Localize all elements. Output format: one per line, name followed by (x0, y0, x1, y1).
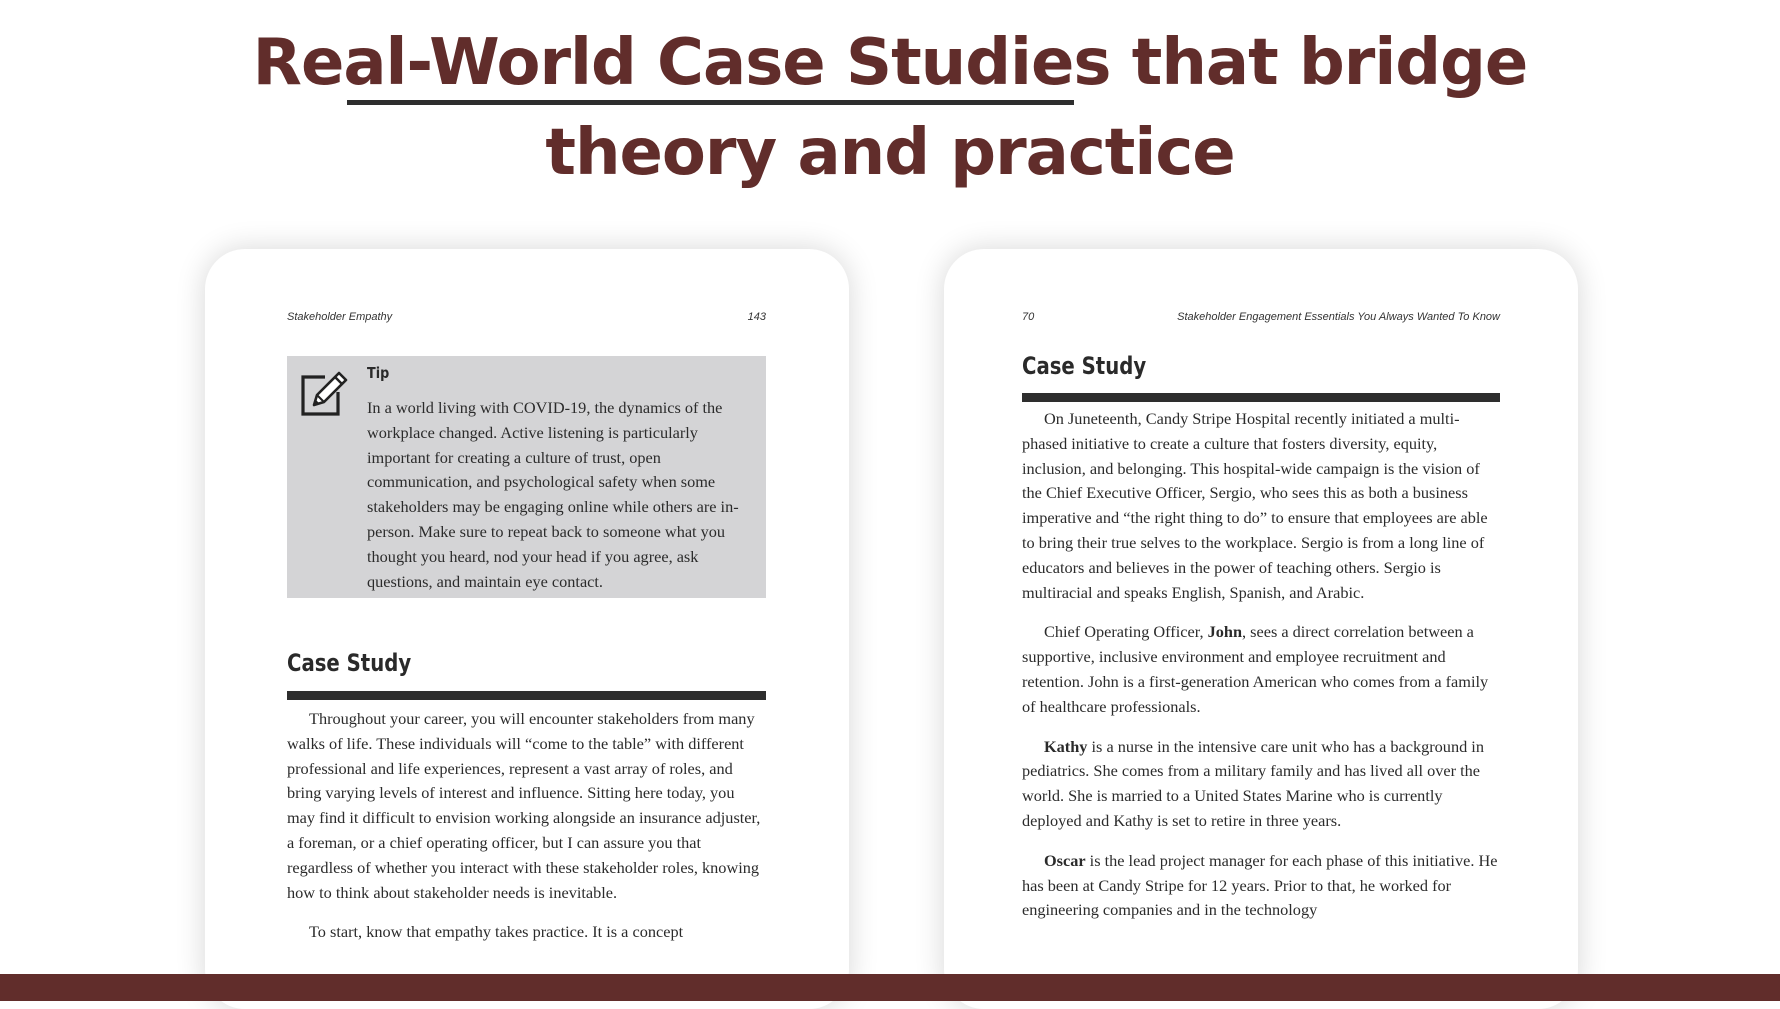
left-paragraph-2: To start, know that empathy takes practice. It is a concept (309, 922, 684, 942)
footer-bar (0, 974, 1780, 1001)
right-paragraph-2-text: , sees a direct correlation between a supportive, inclusive environment and employee recruitment and retention. John is a first-generation American who comes from a family of healthcare professionals. (1022, 622, 1489, 716)
left-running-head (287, 311, 766, 327)
right-paragraph-3-name: Kathy (1044, 736, 1088, 756)
right-page-number: 70 (1022, 311, 1035, 323)
left-running-head-title: Stakeholder Empathy (287, 311, 393, 323)
left-page-content (287, 249, 766, 1009)
slide-title-line-1: Real-World Case Studies that bridge (252, 26, 1528, 100)
left-page-card (205, 249, 849, 1009)
slide-title-line-2: theory and practice (545, 116, 1235, 190)
right-running-head (1022, 311, 1500, 327)
slide-title (0, 18, 1780, 198)
title-underline (347, 100, 1074, 105)
right-paragraph-4 (1022, 849, 1500, 923)
right-paragraph-2-name: John (1207, 622, 1243, 642)
right-body-text (1022, 407, 1500, 938)
left-case-study-heading: Case Study (287, 649, 412, 677)
pencil-note-icon (295, 366, 349, 420)
tip-box (287, 356, 766, 598)
tip-label: Tip (367, 364, 390, 382)
left-paragraph-1: Throughout your career, you will encounter stakeholders from many walks of life. These individuals will “come to the table” with different professional and life experiences, represent a vast array of roles, and bring varying levels of interest and influence. Sitting here today, you may find it difficult to envision working alongside an insurance adjuster, a foreman, or a chief operating officer, but I can assure you that regardless of whether you interact with these stakeholder roles, knowing how to think about stakeholder needs is inevitable. (287, 709, 761, 902)
right-case-study-rule (1022, 393, 1500, 402)
right-paragraph-4-name: Oscar (1044, 850, 1086, 870)
right-running-head-title: Stakeholder Engagement Essentials You Always Wanted To Know (1177, 311, 1500, 323)
right-paragraph-4-text: is the lead project manager for each phase of this initiative. He has been at Candy Stripe for 12 years. Prior to that, he worked for engineering companies and in the technology (1022, 850, 1498, 920)
left-case-study-rule (287, 691, 766, 700)
right-paragraph-3 (1022, 735, 1500, 834)
right-paragraph-2 (1022, 620, 1500, 719)
right-case-study-heading: Case Study (1022, 352, 1147, 380)
left-page-number: 143 (747, 311, 766, 323)
right-page-content (1022, 249, 1500, 1009)
right-paragraph-1-text: On Juneteenth, Candy Stripe Hospital recently initiated a multi-phased initiative to create a culture that fosters diversity, equity, inclusion, and belonging. This hospital-wide campaign is the vision of the Chief Executive Officer, Sergio, who sees this as both a business imperative and “the right thing to do” to ensure that employees are able to bring their true selves to the workplace. Sergio is from a long line of educators and believes in the power of teaching others. Sergio is multiracial and speaks English, Spanish, and Arabic. (1022, 409, 1488, 602)
right-paragraph-3-text: is a nurse in the intensive care unit who has a background in pediatrics. She comes from a military family and has lived all over the world. She is married to a United States Marine who is currently deployed and Kathy is set to retire in three years. (1022, 736, 1484, 830)
left-body-text (287, 707, 766, 960)
right-paragraph-2-lead: Chief Operating Officer, (1044, 622, 1208, 642)
right-page-card (944, 249, 1578, 1009)
right-paragraph-1 (1022, 407, 1500, 605)
tip-text: In a world living with COVID-19, the dynamics of the workplace changed. Active listening is particularly important for creating a culture of trust, open communication, and psychological safety when some stakeholders may be engaging online while others are in-person. Make sure to repeat back to someone what you thought you heard, nod your head if you agree, ask questions, and maintain eye contact. (367, 398, 739, 591)
